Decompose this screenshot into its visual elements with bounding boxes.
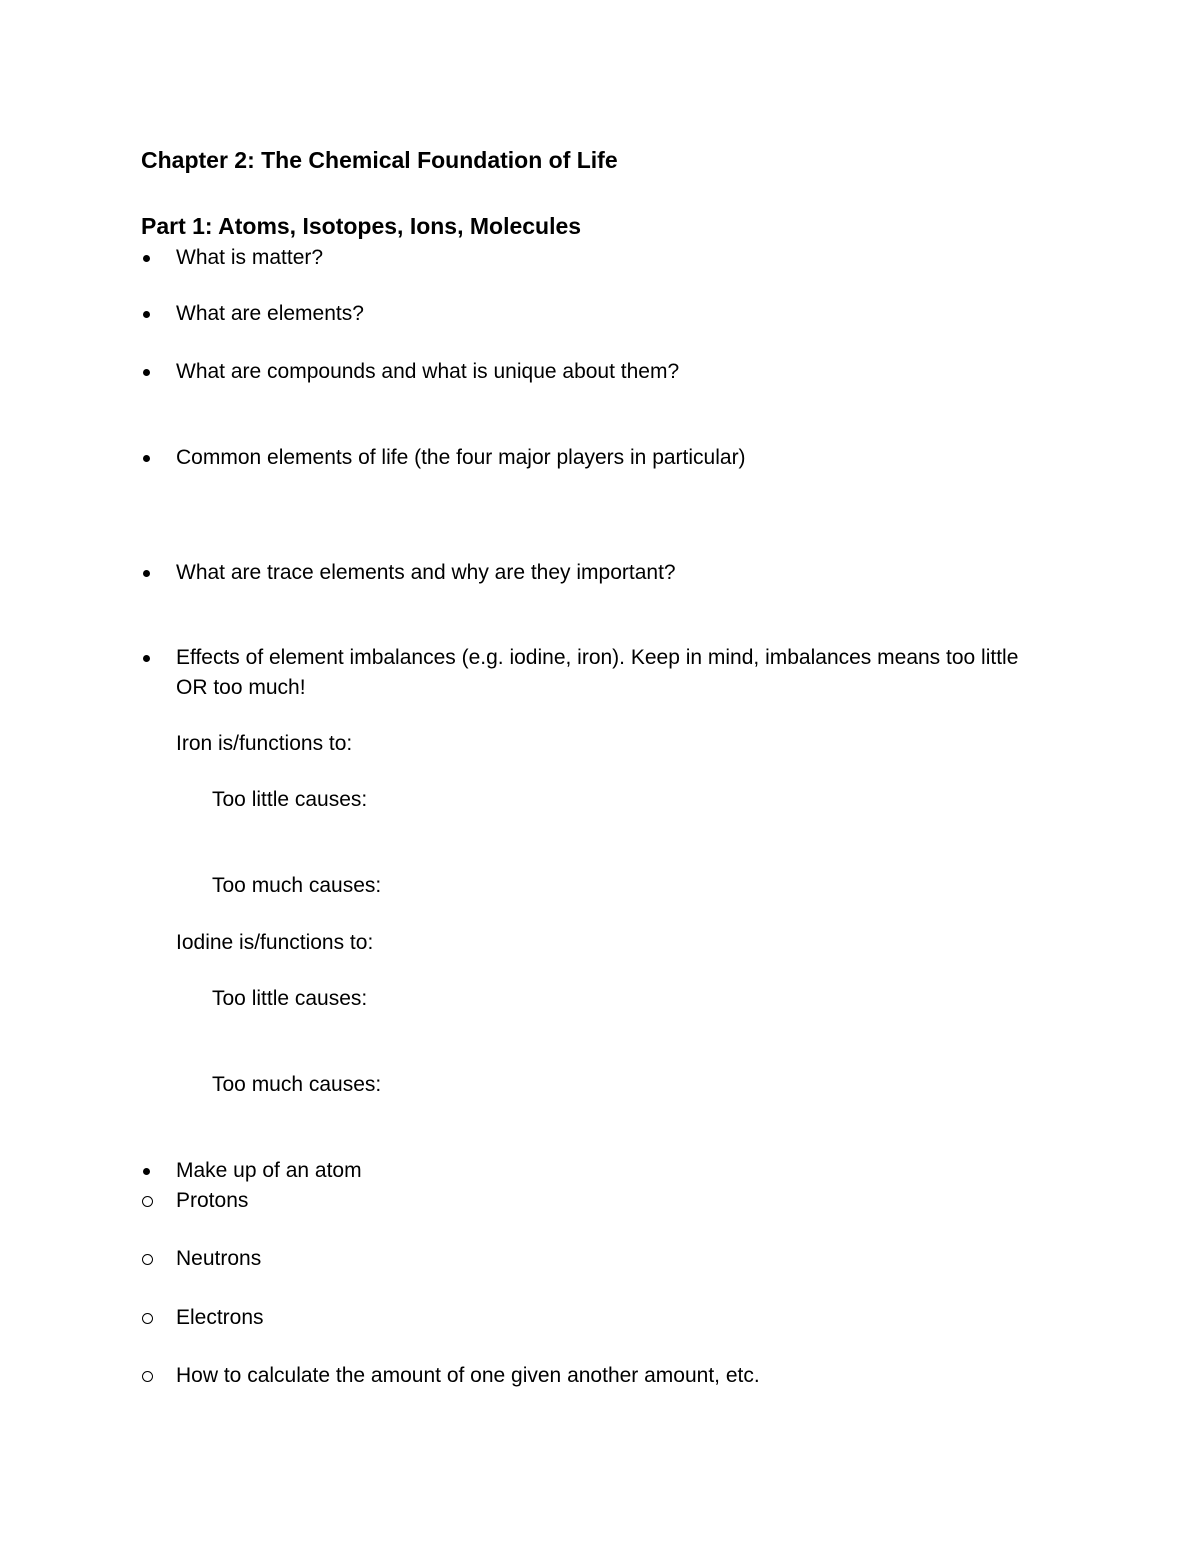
- bullet-ring-icon: [142, 1254, 153, 1265]
- atom-subitem-neutrons: Neutrons: [176, 1247, 262, 1270]
- bullet-dot-icon: [143, 369, 150, 376]
- question-elements: What are elements?: [176, 302, 364, 325]
- bullet-dot-icon: [143, 311, 150, 318]
- iron-too-much: Too much causes:: [212, 874, 382, 897]
- question-imbalances: Effects of element imbalances (e.g. iodine, iron). Keep in mind, imbalances means too little: [176, 646, 1019, 669]
- iron-too-little: Too little causes:: [212, 788, 368, 811]
- bullet-ring-icon: [142, 1196, 153, 1207]
- iron-heading: Iron is/functions to:: [176, 732, 353, 755]
- question-compounds: What are compounds and what is unique about them?: [176, 360, 680, 383]
- question-matter: What is matter?: [176, 246, 324, 269]
- bullet-dot-icon: [143, 1168, 150, 1175]
- iodine-too-little: Too little causes:: [212, 987, 368, 1010]
- bullet-ring-icon: [142, 1371, 153, 1382]
- chapter-title: Chapter 2: The Chemical Foundation of Life: [141, 147, 618, 173]
- bullet-dot-icon: [143, 570, 150, 577]
- question-imbalances-continued: OR too much!: [176, 676, 306, 699]
- question-common-elements: Common elements of life (the four major players in particular): [176, 446, 746, 469]
- iodine-heading: Iodine is/functions to:: [176, 931, 374, 954]
- atom-subitem-protons: Protons: [176, 1189, 249, 1212]
- bullet-ring-icon: [142, 1313, 153, 1324]
- atom-subitem-electrons: Electrons: [176, 1306, 264, 1329]
- part-title: Part 1: Atoms, Isotopes, Ions, Molecules: [141, 213, 582, 239]
- bullet-dot-icon: [143, 455, 150, 462]
- atom-heading: Make up of an atom: [176, 1159, 362, 1182]
- bullet-dot-icon: [143, 255, 150, 262]
- bullet-dot-icon: [143, 655, 150, 662]
- iodine-too-much: Too much causes:: [212, 1073, 382, 1096]
- question-trace-elements: What are trace elements and why are they important?: [176, 561, 676, 584]
- atom-subitem-calculate: How to calculate the amount of one given another amount, etc.: [176, 1364, 760, 1387]
